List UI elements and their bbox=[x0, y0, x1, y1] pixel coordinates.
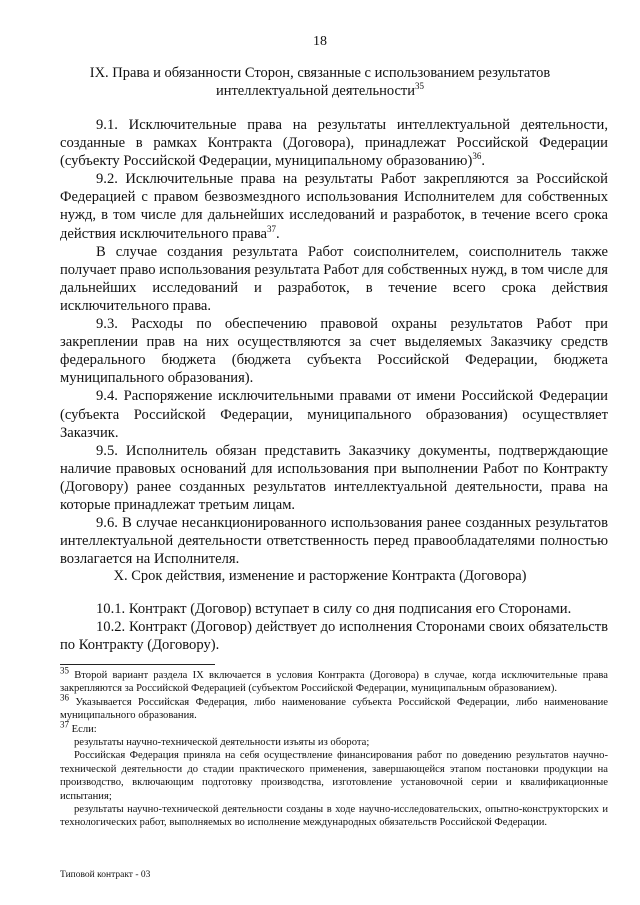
footnote-ref-36: 36 bbox=[472, 151, 482, 162]
footnote-ref-37: 37 bbox=[267, 223, 277, 234]
section-9-body bbox=[60, 116, 608, 568]
footnote-ref-35: 35 bbox=[415, 81, 425, 92]
clause-9-4: 9.4. Распоряжение исключительными правами от имени Российской Федерации (субъекта Российской Федерации, муниципального образования) осуществляет Заказчик. bbox=[60, 388, 608, 441]
footnote-37: $^{37}$ Если: bbox=[60, 719, 97, 735]
clause-10-1: 10.1. Контракт (Договор) вступает в силу со дня подписания его Сторонами. bbox=[96, 601, 572, 617]
clause-9-6: 9.6. В случае несанкционированного использования ранее созданных результатов интеллектуальной деятельности ответственность перед правообладателями полностью возлагается на Исполнителя. bbox=[60, 515, 608, 568]
section-9-heading-line1: IX. Права и обязанности Сторон, связанные с использованием результатов bbox=[89, 65, 551, 81]
footnote-35: $^{35}$ Второй вариант раздела IX включается в условия Контракта (Договора) в случае, когда исключительные права закрепляются за Российской Федерацией (субъектом Российской Федерации, муниципальным образованием). bbox=[60, 665, 608, 695]
clause-9-1: 9.1. Исключительные права на результаты интеллектуальной деятельности, созданные в рамках Контракта (Договора), принадлежат Российской Федерации (субъекту Российской Федерации, муниципальному образованию)$^{36}$. bbox=[60, 117, 608, 170]
clause-9-5: 9.5. Исполнитель обязан представить Заказчику документы, подтверждающие наличие правовых оснований для использования при выполнении Работ по Контракту (Договору) ранее созданных результатов интеллектуальной деятельности, права на которые принадлежат третьим лицам. bbox=[60, 442, 608, 513]
section-9-heading-line2: интеллектуальной деятельности bbox=[215, 83, 416, 99]
section-10-body bbox=[60, 600, 608, 654]
page-number: 18 bbox=[313, 34, 327, 49]
section-10-heading: X. Срок действия, изменение и расторжение Контракта (Договора) bbox=[113, 568, 527, 584]
footnotes bbox=[60, 665, 608, 830]
footnote-divider bbox=[60, 664, 215, 665]
section-9-heading bbox=[60, 64, 580, 100]
clause-10-2: 10.2. Контракт (Договор) действует до исполнения Сторонами своих обязательств по Контракту (Договору). bbox=[60, 619, 608, 654]
clause-9-3: 9.3. Расходы по обеспечению правовой охраны результатов Работ при закреплении прав на них осуществляются за счет выделяемых Заказчику средств федерального бюджета (бюджета субъекта Российской Федерации, бюджета муниципального образования). bbox=[60, 316, 608, 387]
clause-9-2-subcontractor: В случае создания результата Работ соисполнителем, соисполнитель также получает право использования результата Работ для собственных нужд, в том числе для дальнейших исследований и разработок, в течение всего срока действия исключительного права. bbox=[60, 243, 608, 314]
footnote-36: $^{36}$ Указывается Российская Федерация, либо наименование субъекта Российской Федерации, либо наименование муниципального образования. bbox=[60, 692, 608, 722]
footnote-37-item-c: результаты научно-технической деятельности созданы в ходе научно-исследовательских, опытно-конструкторских и технологических работ, выполняемых во исполнение международных обязательств Российской Федерации. bbox=[60, 804, 608, 829]
clause-9-2: 9.2. Исключительные права на результаты Работ закрепляются за Российской Федерацией с правом безвозмездного использования Исполнителем для собственных нужд, в том числе для дальнейших исследований и разработок, в течение всего срока действия исключительного права$^{37}$. bbox=[60, 171, 608, 242]
footnote-37-item-b: Российская Федерация приняла на себя осуществление финансирования работ по доведению результатов научно-технической деятельности до стадии практического применения, завершающейся этапом постановки продукции на производство, включающим подготовку производства, изготовление установочной серии и квалификационные испытания; bbox=[60, 750, 608, 802]
page-footer: Типовой контракт - 03 bbox=[60, 870, 151, 880]
footnote-37-item-a: результаты научно-технической деятельности изъяты из оборота; bbox=[74, 737, 370, 749]
